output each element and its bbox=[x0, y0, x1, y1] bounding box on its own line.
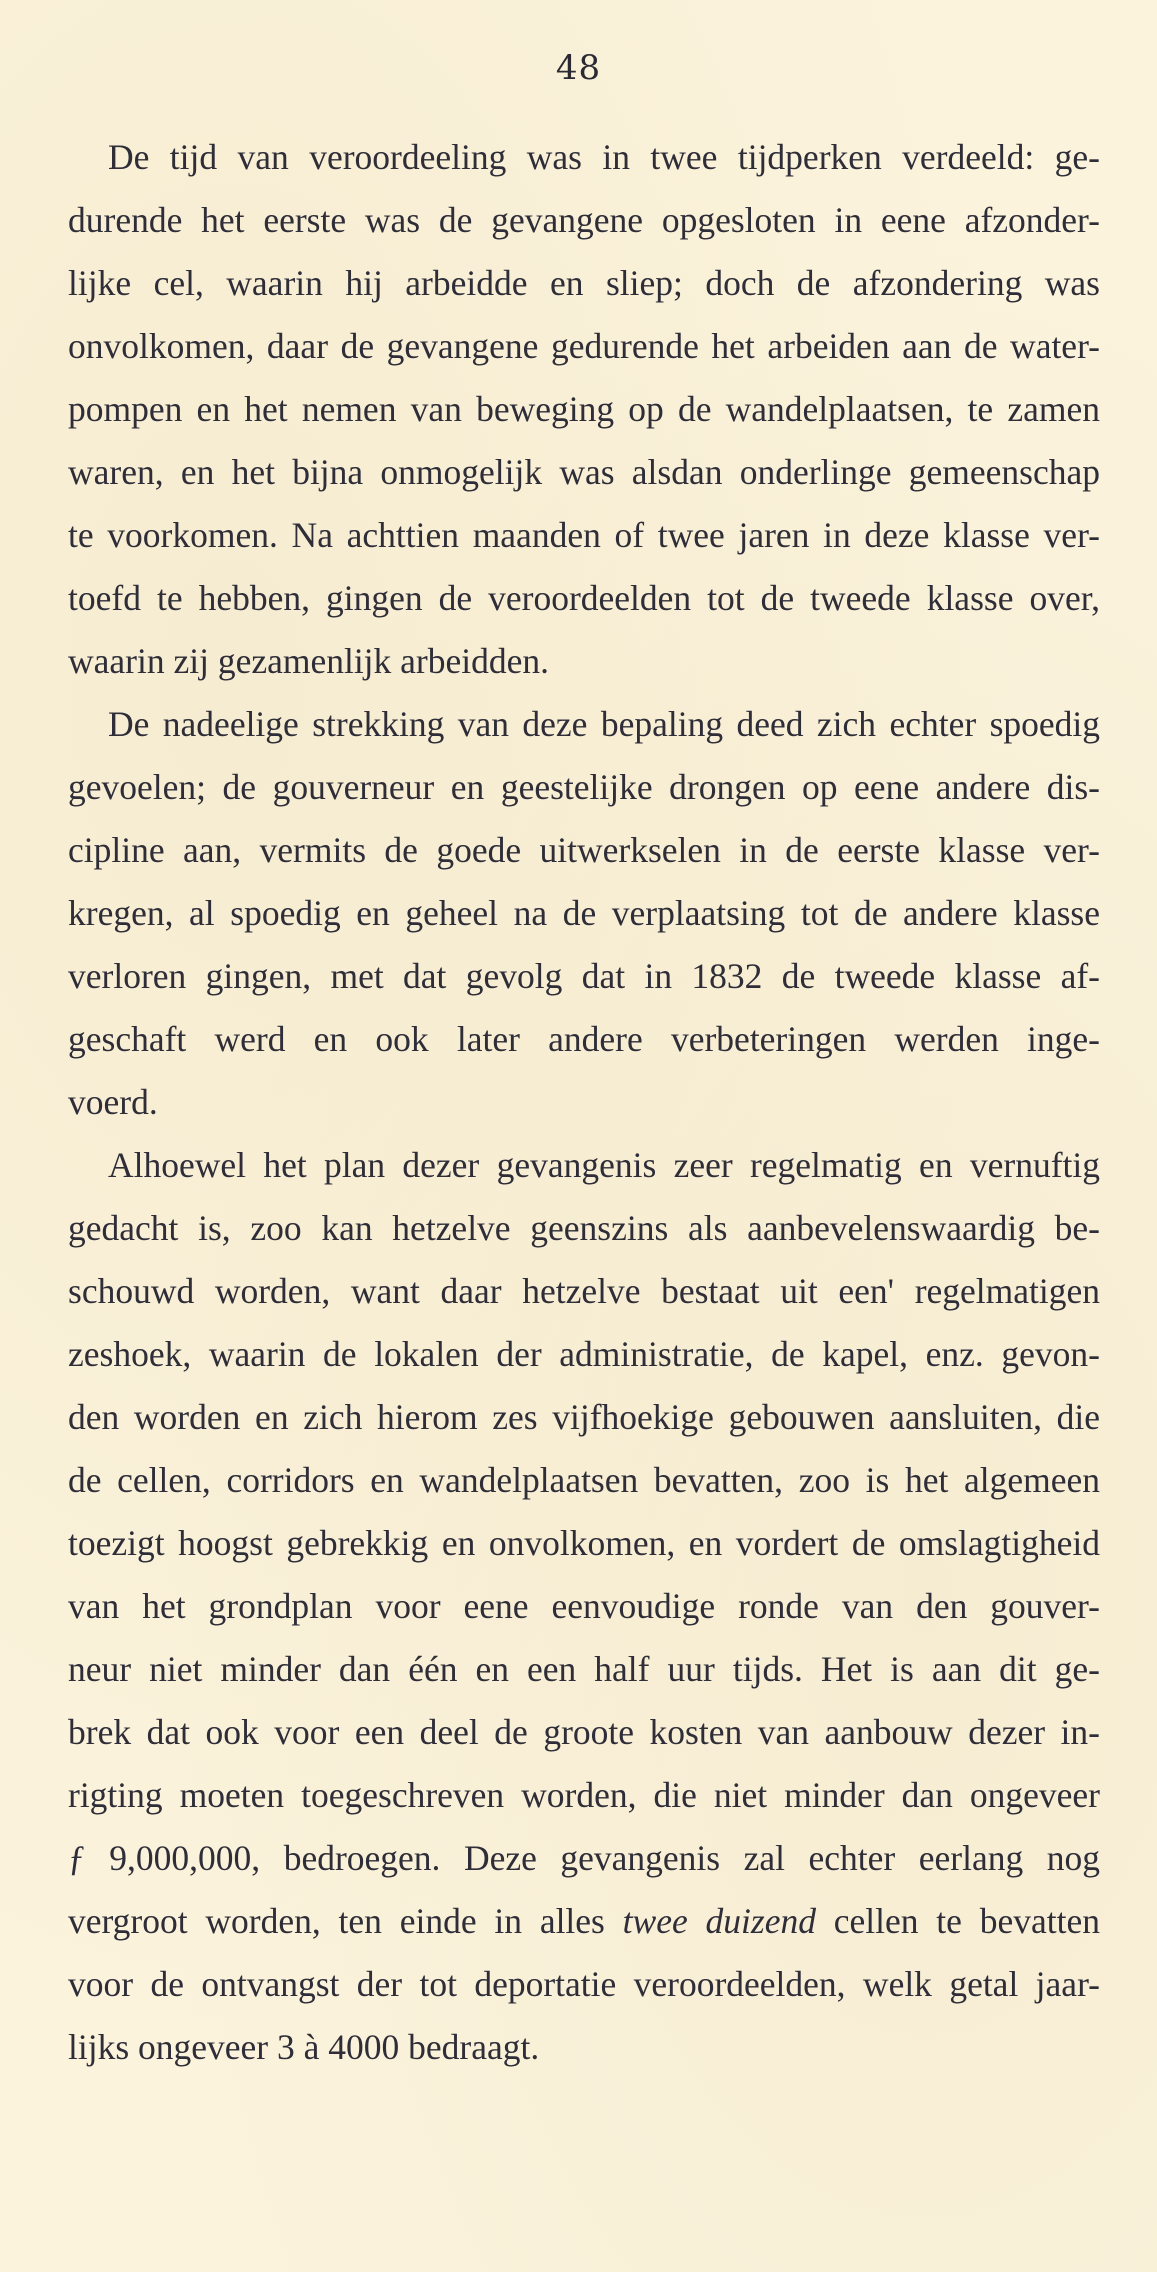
text-line: De nadeelige strekking van deze bepaling deed zich echter spoedig bbox=[108, 704, 1100, 744]
text-run: vergroot worden, ten einde in alles bbox=[68, 1901, 623, 1941]
text-line: neur niet minder dan één en een half uur tijds. Het is aan dit ge- bbox=[68, 1649, 1100, 1689]
text-line: lijks ongeveer 3 à 4000 bedraagt. bbox=[68, 2027, 540, 2067]
text-line: onvolkomen, daar de gevangene gedurende het arbeiden aan de water- bbox=[68, 326, 1100, 366]
text-line: te voorkomen. Na achttien maanden of twee jaren in deze klasse ver- bbox=[68, 515, 1100, 555]
text-line: van het grondplan voor eene eenvoudige ronde van den gouver- bbox=[68, 1586, 1100, 1626]
text-line: kregen, al spoedig en geheel na de verplaatsing tot de andere klasse bbox=[68, 893, 1100, 933]
italic-emphasis: twee duizend bbox=[622, 1901, 816, 1941]
paragraph-1 bbox=[68, 126, 1100, 693]
text-line: zeshoek, waarin de lokalen der administratie, de kapel, enz. gevon- bbox=[68, 1334, 1100, 1374]
text-line: pompen en het nemen van beweging op de wandelplaatsen, te zamen bbox=[68, 389, 1100, 429]
text-line: ƒ 9,000,000, bedroegen. Deze gevangenis zal echter eerlang nog bbox=[68, 1838, 1100, 1878]
text-line-with-italic bbox=[68, 1890, 1100, 1953]
page-number: 48 bbox=[555, 48, 602, 88]
text-line: schouwd worden, want daar hetzelve bestaat uit een' regelmatigen bbox=[68, 1271, 1100, 1311]
text-line: voerd. bbox=[68, 1082, 158, 1122]
text-line: voor de ontvangst der tot deportatie veroordeelden, welk getal jaar- bbox=[68, 1964, 1100, 2004]
text-run: cellen te bevatten bbox=[815, 1901, 1100, 1941]
text-line: verloren gingen, met dat gevolg dat in 1832 de tweede klasse af- bbox=[68, 956, 1100, 996]
text-line: brek dat ook voor een deel de groote kosten van aanbouw dezer in- bbox=[68, 1712, 1100, 1752]
body-text bbox=[68, 126, 1100, 2079]
text-line: durende het eerste was de gevangene opgesloten in eene afzonder- bbox=[68, 200, 1100, 240]
text-line: rigting moeten toegeschreven worden, die niet minder dan ongeveer bbox=[68, 1775, 1100, 1815]
text-line: geschaft werd en ook later andere verbeteringen werden inge- bbox=[68, 1019, 1100, 1059]
text-line: den worden en zich hierom zes vijfhoekige gebouwen aansluiten, die bbox=[68, 1397, 1100, 1437]
text-line: toefd te hebben, gingen de veroordeelden tot de tweede klasse over, bbox=[68, 578, 1100, 618]
text-line: toezigt hoogst gebrekkig en onvolkomen, en vordert de omslagtigheid bbox=[68, 1523, 1100, 1563]
text-line: Alhoewel het plan dezer gevangenis zeer regelmatig en vernuftig bbox=[108, 1145, 1100, 1185]
text-line: De tijd van veroordeeling was in twee tijdperken verdeeld: ge- bbox=[108, 137, 1100, 177]
paragraph-3 bbox=[68, 1134, 1100, 2079]
text-line: cipline aan, vermits de goede uitwerkselen in de eerste klasse ver- bbox=[68, 830, 1100, 870]
paragraph-2 bbox=[68, 693, 1100, 1134]
text-line: waren, en het bijna onmogelijk was alsdan onderlinge gemeenschap bbox=[68, 452, 1100, 492]
text-line: waarin zij gezamenlijk arbeidden. bbox=[68, 641, 550, 681]
text-line: gevoelen; de gouverneur en geestelijke drongen op eene andere dis- bbox=[68, 767, 1100, 807]
text-line: gedacht is, zoo kan hetzelve geenszins als aanbevelenswaardig be- bbox=[68, 1208, 1100, 1248]
text-line: de cellen, corridors en wandelplaatsen bevatten, zoo is het algemeen bbox=[68, 1460, 1100, 1500]
text-line: lijke cel, waarin hij arbeidde en sliep; doch de afzondering was bbox=[68, 263, 1100, 303]
